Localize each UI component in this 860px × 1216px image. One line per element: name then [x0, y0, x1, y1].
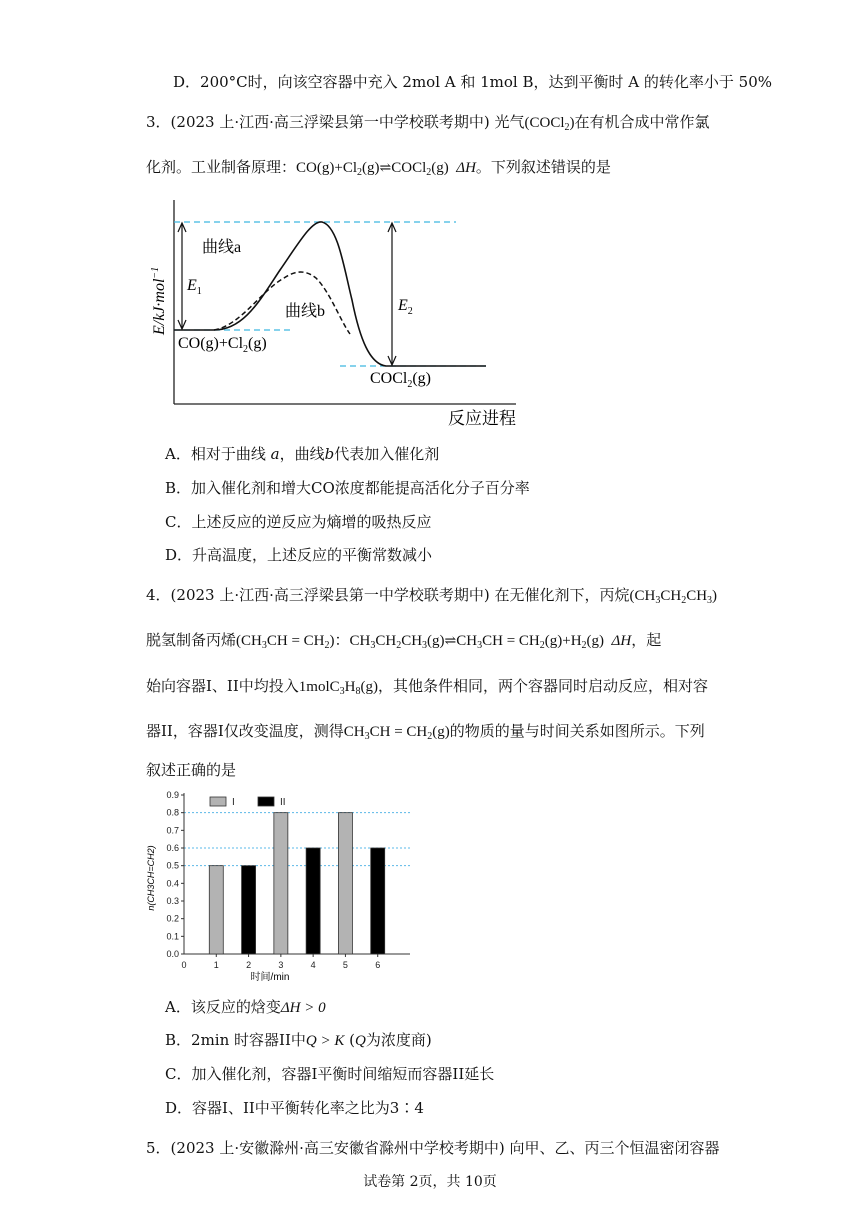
q4-option-b-expr: Q > K	[305, 1033, 345, 1049]
q4-line4-tail: 的物质的量与时间关系如图所示。下列	[449, 722, 705, 740]
energy-diagram	[140, 195, 540, 435]
q4-option-b: B．2min 时容器II中Q > K (Q为浓度商)	[165, 1031, 432, 1049]
q3-eq-cocl2: COCl	[391, 160, 427, 176]
q3-eq-g1: g	[321, 160, 330, 176]
q3-line2-b: 。下列叙述错误的是	[475, 158, 611, 176]
q4-line1: 4．(2023 上·江西·高三浮梁县第一中学校联考期中) 在无催化剂下，丙烷$(CH_3CH_2CH_3)$	[146, 586, 718, 606]
q3-header: 3．(2023 上·江西·高三浮梁县第一中学校联考期中) 光气(COCl$_2$)在有机合成中常作氯	[146, 113, 710, 133]
x-tick-label: 4	[310, 960, 316, 970]
q3-option-a-text2: ，曲线	[279, 445, 325, 463]
bar-II-6	[371, 848, 385, 954]
y-tick-label: 0.9	[166, 790, 179, 800]
y-tick-label: 0.4	[166, 878, 179, 889]
q4-option-a	[165, 997, 326, 1018]
x-tick-label: 2	[246, 960, 252, 970]
x-tick-label: 3	[278, 960, 284, 970]
q4-eq-dh: ΔH	[611, 633, 632, 649]
fig1-y-label: E/kJ·mol$^{-1}$	[150, 266, 168, 335]
q4-c3h8: 1molC	[298, 679, 340, 695]
q4-propane-1: CH	[634, 588, 656, 604]
q5-line1: 5．(2023 上·安徽滁州·高三安徽省滁州中学校考期中) 向甲、乙、丙三个恒温密闭容器	[146, 1139, 720, 1157]
q3-option-a-text1: A．相对于曲线	[165, 445, 266, 463]
y-tick-label: 0.7	[166, 825, 179, 836]
q3-cocl2: COCl	[529, 115, 565, 131]
q4-line1-text: 4．(2023 上·江西·高三浮梁县第一中学校联考期中) 在无催化剂下，丙烷	[146, 586, 630, 604]
bar-chart	[140, 785, 420, 985]
y-tick-label: 0.2	[166, 913, 179, 924]
q2-option-d: D．200°C时，向该空容器中充入 2mol A 和 1mol B，达到平衡时 A 的转化率小于 50%	[173, 73, 772, 91]
q3-eq-co: CO	[296, 160, 317, 176]
q3-eq-g2: g	[367, 160, 375, 176]
q4-option-b-q: Q	[354, 1033, 366, 1049]
y-tick-label: 0.8	[166, 807, 179, 818]
curve-b-label: 曲线b	[285, 303, 326, 320]
product-label: COCl$_2$(g)	[370, 370, 431, 390]
q3-option-a	[165, 444, 439, 464]
bar-I-1	[209, 866, 223, 954]
q3-eq-g3: g	[436, 160, 444, 176]
q3-header-tail: 在有机合成中常作氯	[574, 113, 710, 131]
y-tick-label: 0.3	[166, 896, 179, 906]
q3-option-a-curve-b: b	[324, 445, 335, 463]
q3-header-text: 3．(2023 上·江西·高三浮梁县第一中学校联考期中) 光气	[146, 113, 525, 131]
x-tick-label: 6	[375, 960, 381, 970]
x-tick-label: 1	[213, 960, 219, 970]
q3-eq-cl: Cl	[342, 160, 358, 176]
q3-line2-a: 化剂。工业制备原理：	[146, 158, 297, 176]
x-tick-label: 5	[342, 960, 348, 970]
q3-option-d: D．升高温度，上述反应的平衡常数减小	[165, 546, 433, 564]
legend-swatch-II	[258, 797, 274, 806]
curve-a-label: 曲线a	[202, 239, 242, 256]
q3-option-c: C．上述反应的逆反应为熵增的吸热反应	[165, 513, 432, 531]
q4-line4: 器II，容器I仅改变温度，测得$CH_3CH = CH_2(g)$的物质的量与时间关系如图所示。下列	[146, 722, 705, 742]
legend-label-I: I	[232, 797, 235, 808]
reactant-label: $CO(g)+Cl_2(g)$	[178, 335, 267, 355]
fig1-x-label: 反应进程	[448, 409, 516, 428]
q3-line2: 化剂。工业制备原理：$CO(g)+Cl_2(g)\rightleftharpoons COCl_2(g)$ ΔH。下列叙述错误的是	[146, 158, 611, 178]
q4-option-a-expr: ΔH > 0	[280, 1000, 326, 1016]
legend-swatch-I	[210, 797, 226, 806]
y-tick-label: 0.1	[166, 931, 179, 942]
page-footer: 试卷第 2页，共 10页	[363, 1174, 497, 1190]
q3-option-b: B．加入催化剂和增大CO浓度都能提高活化分子百分率	[165, 479, 530, 497]
q4-propene-1: CH	[241, 633, 262, 649]
x-tick-label: 0	[181, 960, 187, 970]
legend-label-II: II	[280, 797, 286, 808]
q4-line2-text: 脱氢制备丙烯	[146, 631, 237, 649]
bar-II-2	[242, 866, 256, 954]
q4-line2: 脱氢制备丙烯$(CH_3CH = CH_2)$：$CH_3CH_2CH_3(g)\rightleftharpoons CH_3CH = CH_2(g)+H_2(g)$ ΔH，起	[146, 631, 662, 651]
y-tick-label: 0.5	[166, 860, 179, 871]
q3-option-a-curve-a: a	[270, 445, 280, 463]
y-tick-label: 0.6	[166, 843, 179, 853]
fig2-x-label: 时间/min	[250, 972, 290, 983]
fig2-y-label: n(CH3CH=CH2)	[146, 845, 156, 911]
q4-line3-text: 始向容器I、II中均投入	[146, 677, 299, 695]
e2-label: $E_2$	[398, 297, 413, 317]
q4-line3: 始向容器I、II中均投入$1molC_3H_8(g)$，其他条件相同，两个容器同时启动反应，相对容	[146, 677, 708, 697]
q4-option-b-tail: 为浓度商)	[365, 1031, 432, 1049]
y-tick-label: 0.0	[166, 949, 179, 959]
q4-line2-tail: ，起	[631, 631, 662, 649]
q4-option-b-text: B．2min 时容器II中	[165, 1031, 306, 1049]
q4-line5: 叙述正确的是	[146, 761, 237, 779]
q4-line3-tail: ，其他条件相同，两个容器同时启动反应，相对容	[377, 677, 708, 695]
q3-option-a-text3: 代表加入催化剂	[334, 445, 440, 463]
bar-I-5	[338, 813, 352, 954]
q4-option-c: C．加入催化剂，容器I平衡时间缩短而容器II延长	[165, 1065, 495, 1083]
q4-option-d: D．容器I、II中平衡转化率之比为3∶4	[165, 1099, 424, 1117]
q4-option-a-text: A．该反应的焓变	[165, 998, 281, 1016]
q4-line4-text: 器II，容器I仅改变温度，测得	[146, 722, 344, 740]
bar-II-4	[306, 848, 320, 954]
bar-I-3	[274, 813, 288, 954]
q3-eq-dh: ΔH	[456, 160, 476, 176]
e1-label: $E_1$	[187, 277, 202, 297]
